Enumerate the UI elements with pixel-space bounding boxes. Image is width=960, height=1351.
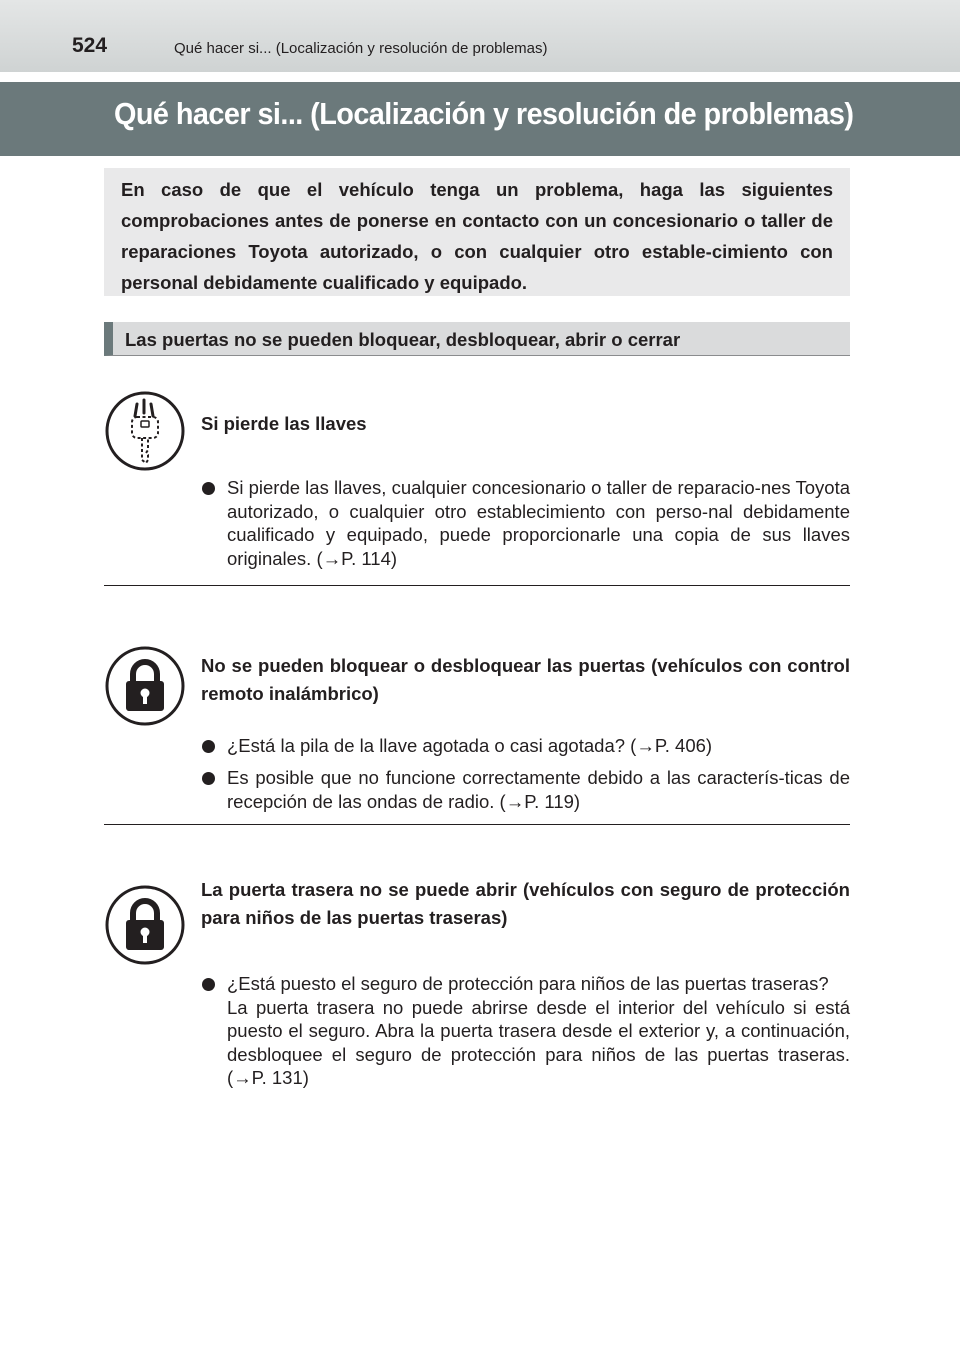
running-header-bar: [0, 0, 960, 72]
bullet-dot: [202, 772, 215, 785]
bullet-text: Es posible que no funcione correctamente debido a las caracterís-ticas de recepción de las ondas de radio. (→P. 119): [227, 767, 850, 812]
padlock-icon: [104, 645, 186, 727]
bullet-item: [201, 476, 850, 570]
item-cannot-lock-unlock: [104, 644, 850, 826]
page-number: 524: [72, 34, 108, 57]
page-title: Qué hacer si... (Localización y resolución de problemas): [114, 96, 854, 131]
bullet-question: ¿Está puesto el seguro de protección para niños de las puertas traseras?: [227, 973, 829, 994]
padlock-icon: [104, 884, 186, 966]
divider: [104, 585, 850, 586]
bullet-dot: [202, 740, 215, 753]
bullet-item: [201, 734, 850, 758]
item-title: La puerta trasera no se puede abrir (vehículos con seguro de protección para niños de las puertas traseras): [201, 879, 850, 928]
running-header-title: Qué hacer si... (Localización y resolución de problemas): [174, 40, 548, 57]
bullet-text: [227, 972, 850, 1090]
bullet-item: [201, 972, 850, 1090]
bullet-dot: [202, 482, 215, 495]
section-heading: [104, 322, 850, 356]
bullet-text: ¿Está la pila de la llave agotada o casi agotada? (→P. 406): [227, 735, 713, 756]
intro-text: En caso de que el vehículo tenga un problema, haga las siguientes comprobaciones antes de ponerse en contacto con un concesionario o taller de reparaciones Toyota autorizado, o con cualquier otro estable-cimiento con personal debidamente cualificado y equipado.: [121, 179, 833, 293]
bullet-text: Si pierde las llaves, cualquier concesionario o taller de reparacio-nes Toyota autorizado, o cualquier otro establecimiento con perso-nal debidamente cualificado y equipado, puede proporcionarle una copia de sus llaves originales. (→P. 114): [227, 477, 850, 569]
item-title: No se pueden bloquear o desbloquear las puertas (vehículos con control remoto inalámbrico): [201, 655, 850, 704]
bullet-dot: [202, 978, 215, 991]
key-icon: [104, 390, 186, 472]
item-title: Si pierde las llaves: [201, 413, 367, 434]
divider: [104, 824, 850, 825]
item-lost-keys: [104, 390, 850, 588]
bullet-explanation: La puerta trasera no puede abrirse desde el interior del vehículo si está puesto el seguro. Abra la puerta trasera desde el exterior y, a continuación, desbloquee el seguro de protección para niños de las puertas traseras. (→P. 131): [227, 996, 850, 1088]
intro-box: [104, 168, 850, 296]
item-rear-door-cannot-open: [104, 878, 850, 1128]
section-heading-label: Las puertas no se pueden bloquear, desbloquear, abrir o cerrar: [125, 329, 681, 350]
bullet-item: [201, 766, 850, 813]
